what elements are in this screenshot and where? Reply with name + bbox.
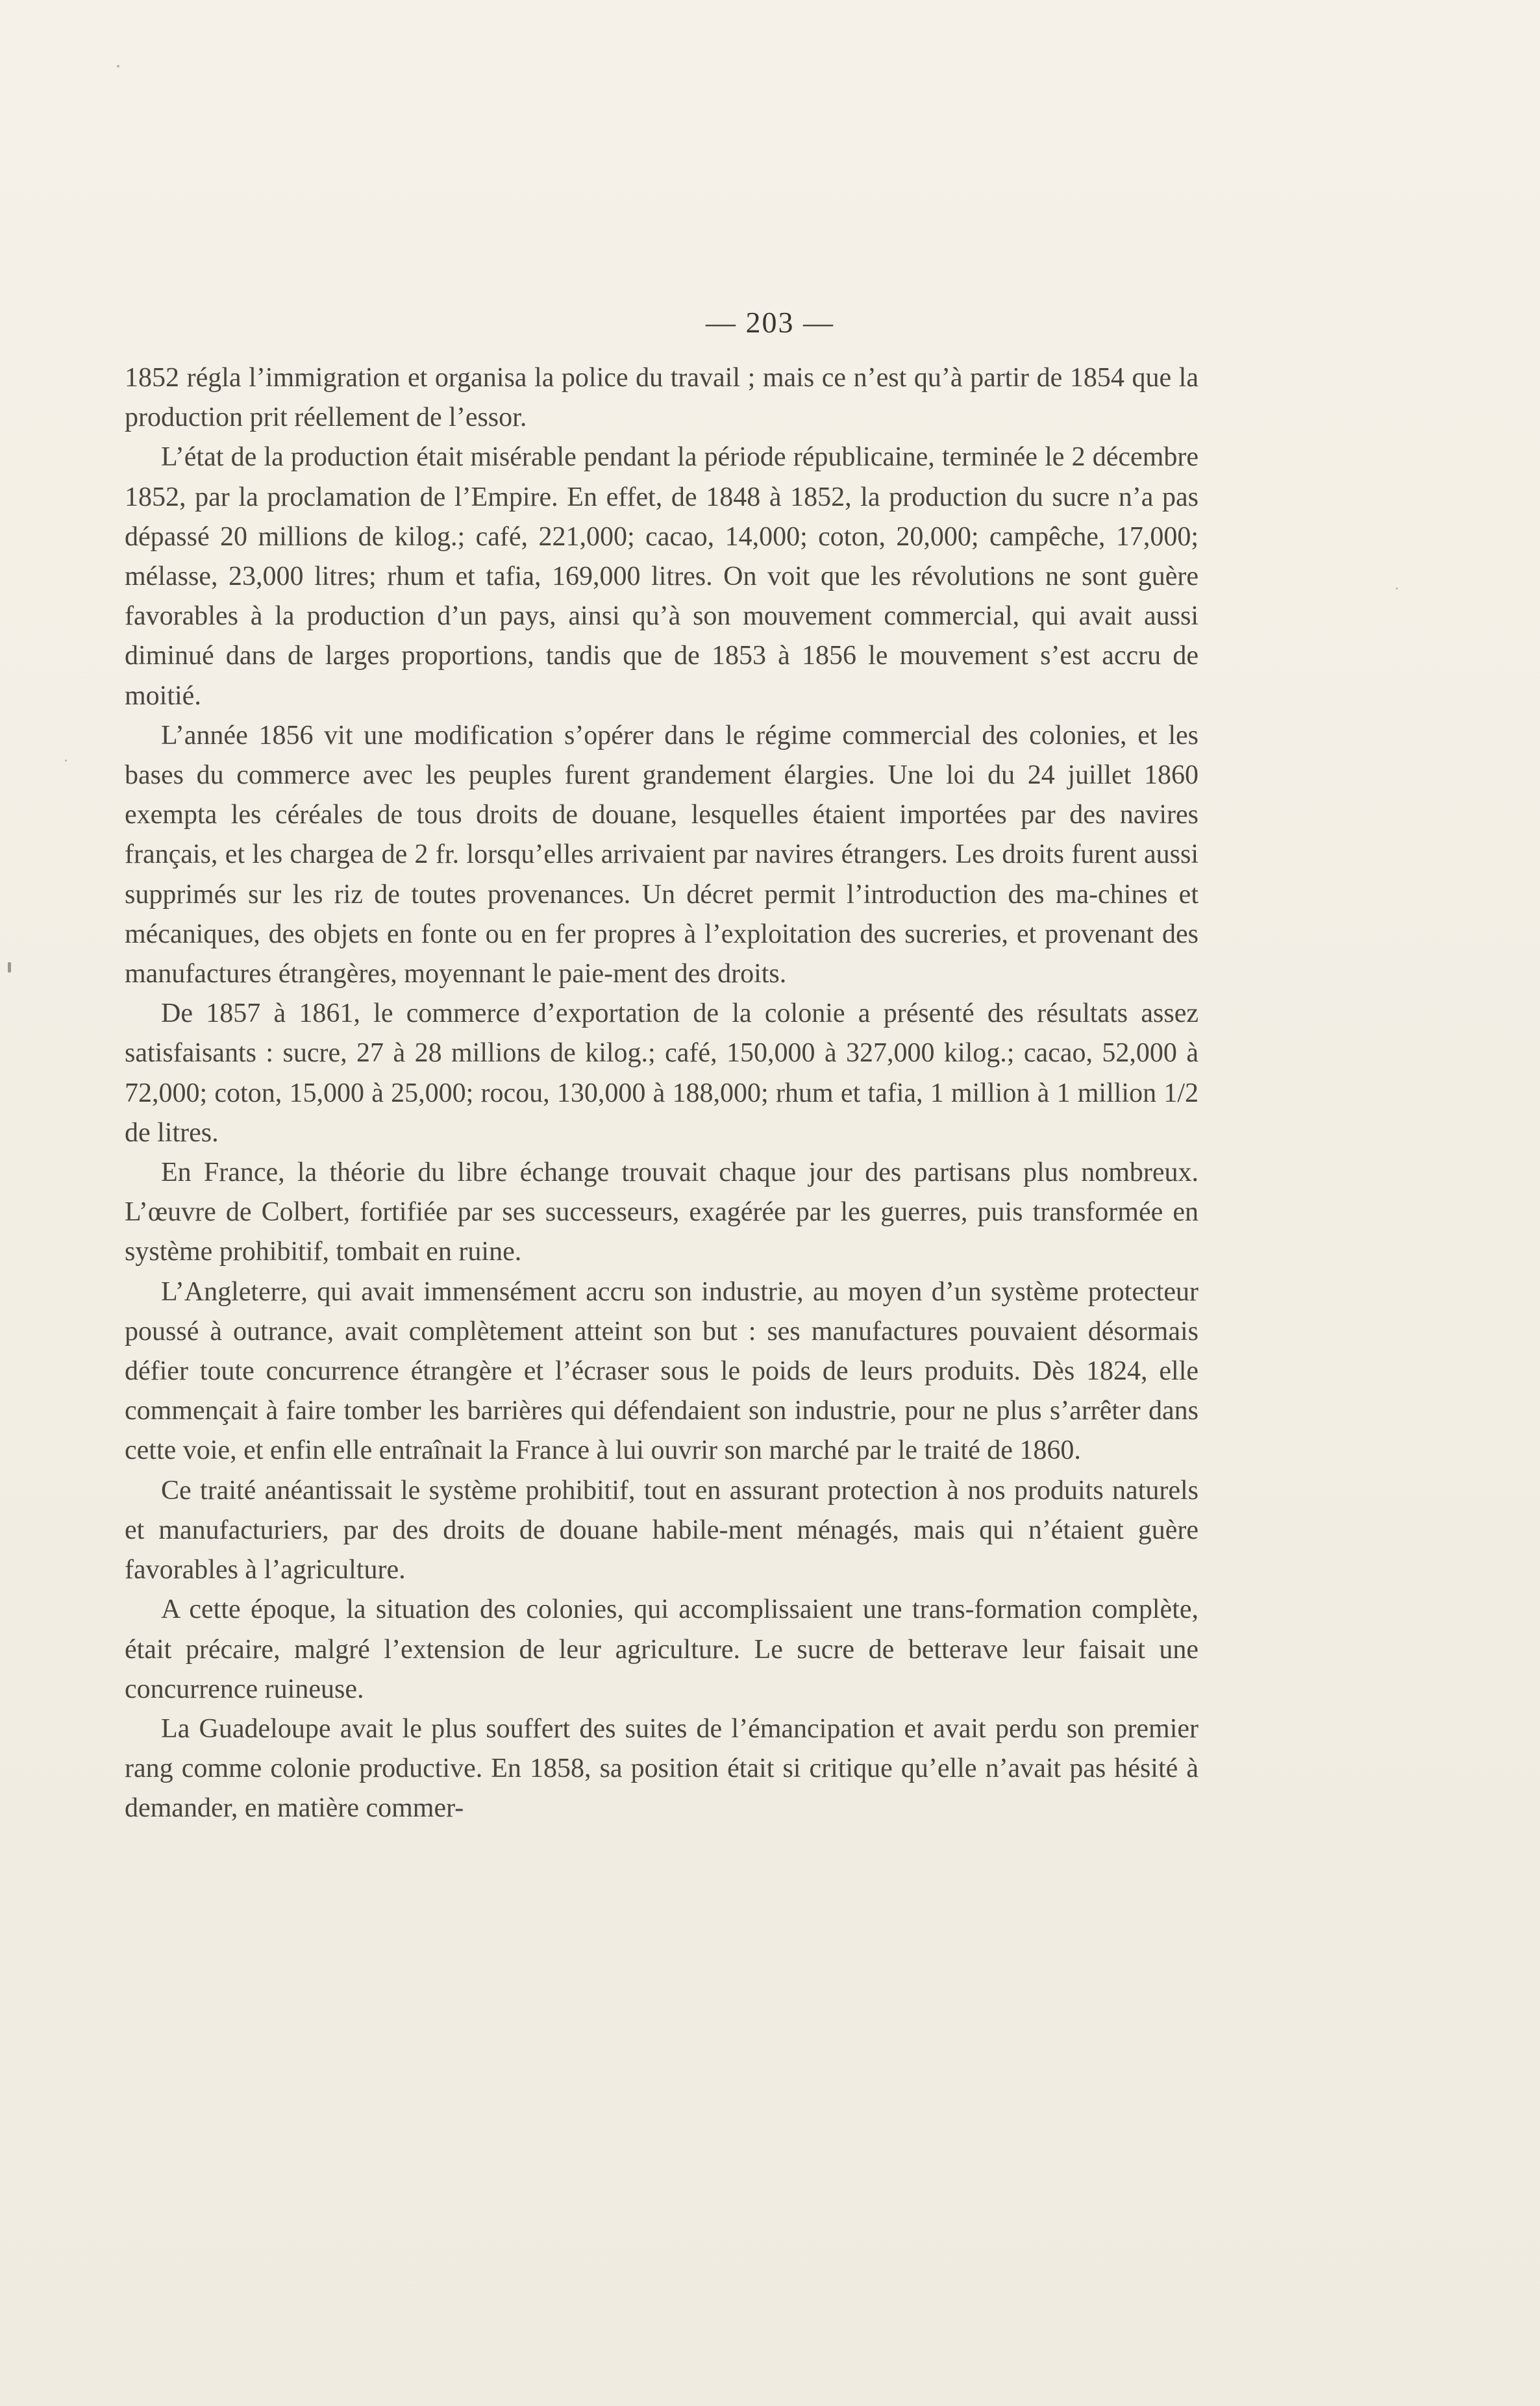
paper-speck xyxy=(65,760,67,762)
paragraph: 1852 régla l’immigration et organisa la police du travail ; mais ce n’est qu’à partir de 1854 que la production prit réellement de l’essor. xyxy=(125,363,1198,433)
body-text xyxy=(125,358,1198,1829)
paragraph: La Guadeloupe avait le plus souffert des suites de l’émancipation et avait perdu son premier rang comme colonie productive. En 1858, sa position était si critique qu’elle n’avait pas hésité à demander, en matière commer- xyxy=(125,1713,1198,1824)
paragraph: L’année 1856 vit une modification s’opérer dans le régime commercial des colonies, et les bases du commerce avec les peuples furent grandement élargies. Une loi du 24 juillet 1860 exempta les céréales de tous droits de douane, lesquelles étaient importées par des navires français, et les chargea de 2 fr. lorsqu’elles arrivaient par navires étrangers. Les droits furent aussi supprimés sur les riz de toutes provenances. Un décret permit l’introduction des ma-chines et mécaniques, des objets en fonte ou en fer propres à l’exploitation des sucreries, et provenant des manufactures étrangères, moyennant le paie-ment des droits. xyxy=(125,720,1198,989)
paper-speck xyxy=(1396,588,1398,589)
paper-speck xyxy=(117,65,119,68)
paragraph: A cette époque, la situation des colonies, qui accomplissaient une trans-formation complète, était précaire, malgré l’extension de leur agriculture. Le sucre de betterave leur faisait une concurrence ruineuse. xyxy=(125,1594,1198,1704)
page-number: — 203 — xyxy=(706,306,834,339)
paragraph: Ce traité anéantissait le système prohibitif, tout en assurant protection à nos produits naturels et manufacturiers, par des droits de douane habile-ment ménagés, mais qui n’étaient guère favorables à l’agriculture. xyxy=(125,1475,1198,1585)
paragraph: De 1857 à 1861, le commerce d’exportation de la colonie a présenté des résultats assez satisfaisants : sucre, 27 à 28 millions de kilog.; café, 150,000 à 327,000 kilog.; cacao, 52,000 à 72,000; coton, 15,000 à 25,000; rocou, 130,000 à 188,000; rhum et tafia, 1 million à 1 million 1/2 de litres. xyxy=(125,998,1198,1148)
paper-speck xyxy=(8,962,11,973)
paragraph: L’état de la production était misérable pendant la période républicaine, terminée le 2 décembre 1852, par la proclamation de l’Empire. En effet, de 1848 à 1852, la production du sucre n’a pas dépassé 20 millions de kilog.; café, 221,000; cacao, 14,000; coton, 20,000; campêche, 17,000; mélasse, 23,000 litres; rhum et tafia, 169,000 litres. On voit que les révolutions ne sont guère favorables à la production d’un pays, ainsi qu’à son mouvement commercial, qui avait aussi diminué dans de larges proportions, tandis que de 1853 à 1856 le mouvement s’est accru de moitié. xyxy=(125,442,1198,711)
paragraph: En France, la théorie du libre échange trouvait chaque jour des partisans plus nombreux. L’œuvre de Colbert, fortifiée par ses successeurs, exagérée par les guerres, puis transformée en système prohibitif, tombait en ruine. xyxy=(125,1158,1198,1267)
paragraph: L’Angleterre, qui avait immensément accru son industrie, au moyen d’un système protecteur poussé à outrance, avait complètement atteint son but : ses manufactures pouvaient désormais défier toute concurrence étrangère et l’écraser sous le poids de leurs produits. Dès 1824, elle commençait à faire tomber les barrières qui défendaient son industrie, pour ne plus s’arrêter dans cette voie, et enfin elle entraînait la France à lui ouvrir son marché par le traité de 1860. xyxy=(125,1276,1198,1466)
